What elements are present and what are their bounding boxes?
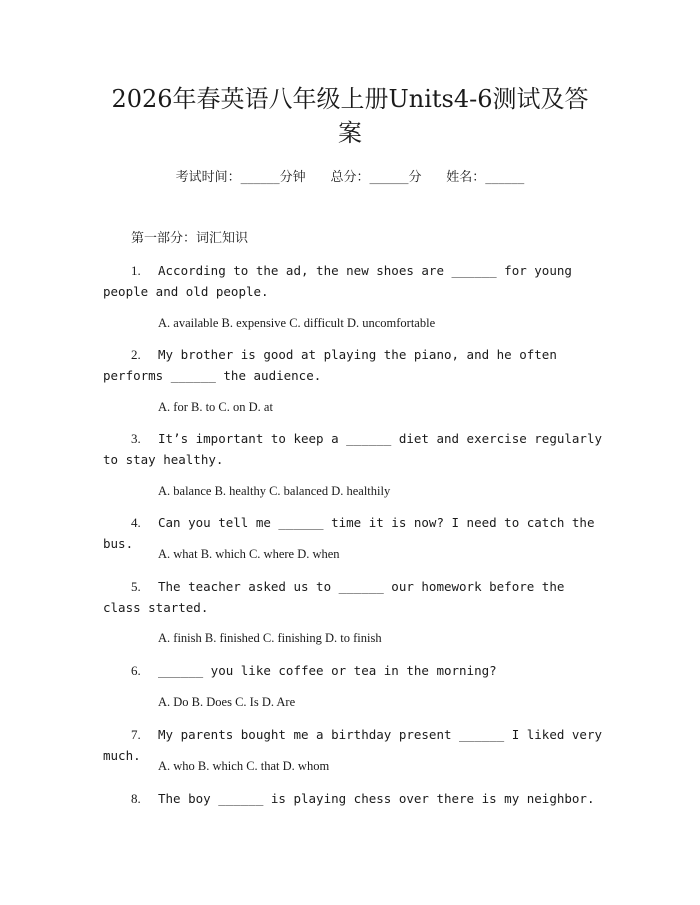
question-options: A. balance B. healthy C. balanced D. healthily [158, 484, 391, 498]
question-stem [103, 428, 603, 470]
student-name-label: 姓名：______ [446, 170, 525, 185]
question-options: A. available B. expensive C. difficult D. uncomfortable [158, 316, 436, 330]
question-text: ______ you like coffee or tea in the morning? [158, 663, 497, 678]
question-number: 2. [131, 347, 141, 362]
question-stem [103, 660, 603, 681]
question-text: My brother is good at playing the piano, and he often performs ______ the audience. [103, 347, 557, 383]
question-number: 6. [131, 663, 141, 678]
question-text: Can you tell me ______ time it is now? I need to catch the bus. [103, 515, 595, 551]
exam-time-label: 考试时间：______分钟 [175, 170, 306, 185]
question-text: The teacher asked us to ______ our homework before the class started. [103, 579, 565, 615]
question-text: My parents bought me a birthday present ______ I liked very much. [103, 727, 603, 763]
question-text: The boy ______ is playing chess over there is my neighbor. [158, 791, 595, 806]
question-stem [103, 576, 603, 618]
total-score-label: 总分：______分 [330, 170, 422, 185]
question-options: A. who B. which C. that D. whom [158, 759, 330, 773]
question-text: It’s important to keep a ______ diet and exercise regularly to stay healthy. [103, 431, 603, 467]
question-stem [103, 344, 603, 386]
question-number: 1. [131, 263, 141, 278]
exam-info-line [0, 168, 700, 188]
page-title: 2026年春英语八年级上册Units4-6测试及答案 [111, 85, 589, 147]
question-number: 8. [131, 791, 141, 806]
question-number: 4. [131, 515, 141, 530]
section-heading: 第一部分：词汇知识 [131, 231, 249, 246]
question-stem [103, 788, 603, 809]
question-options: A. what B. which C. where D. when [158, 547, 340, 561]
question-stem [103, 260, 603, 302]
question-text: According to the ad, the new shoes are ______ for young people and old people. [103, 263, 572, 299]
question-options: A. for B. to C. on D. at [158, 400, 273, 414]
question-options: A. Do B. Does C. Is D. Are [158, 695, 296, 709]
question-number: 3. [131, 431, 141, 446]
question-number: 7. [131, 727, 141, 742]
question-options: A. finish B. finished C. finishing D. to finish [158, 631, 382, 645]
question-number: 5. [131, 579, 141, 594]
